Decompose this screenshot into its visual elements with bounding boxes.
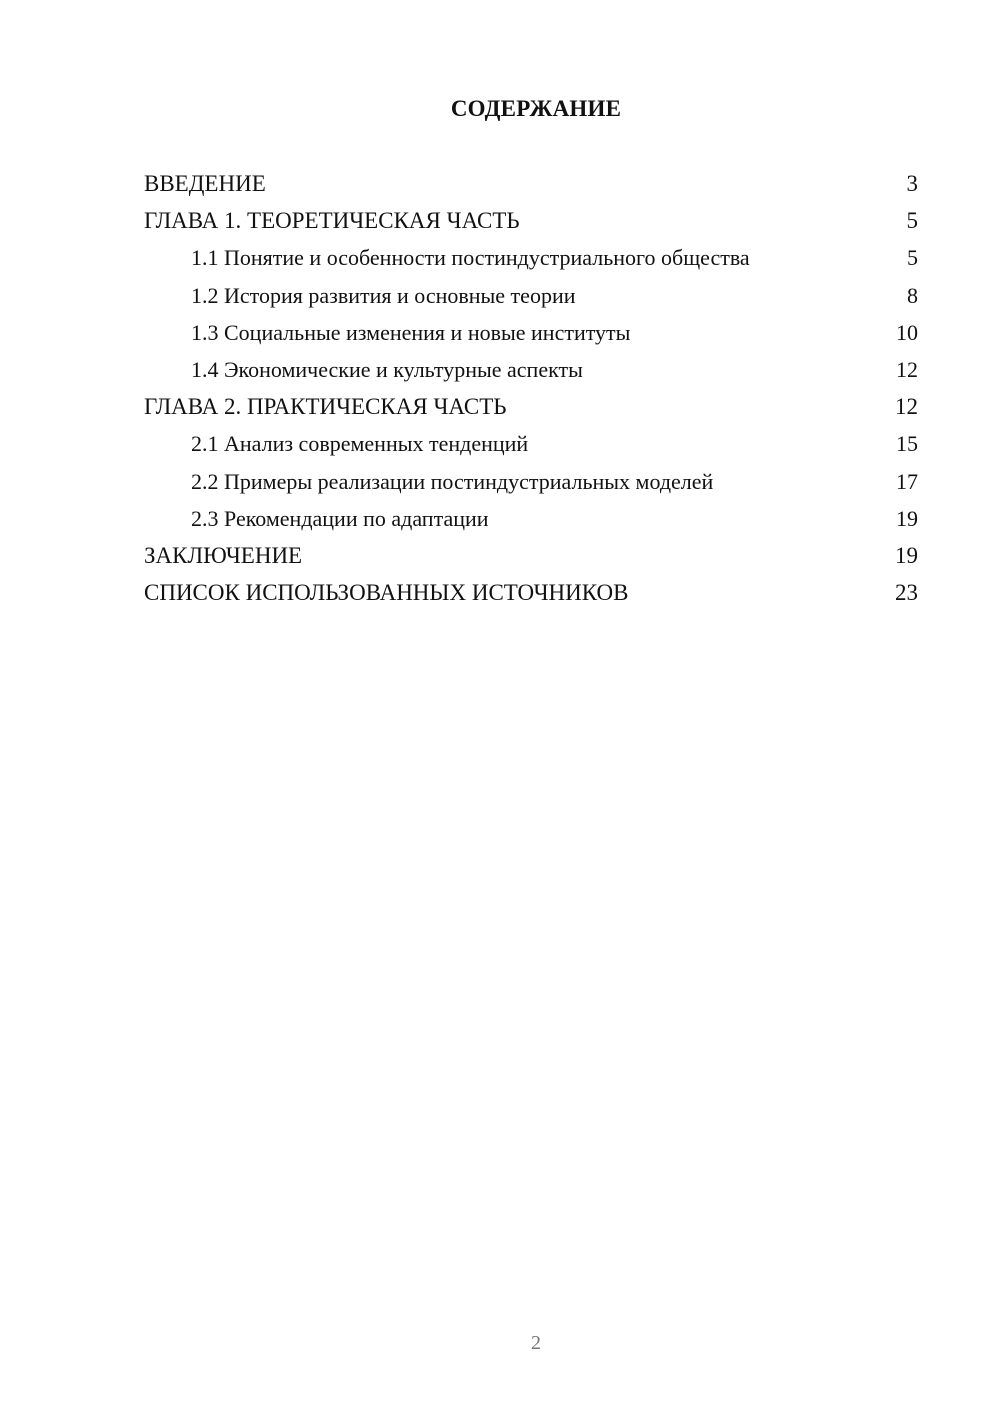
toc-entry-label: 1.2 История развития и основные теории — [191, 282, 576, 308]
toc-entry-section-1-2 — [144, 280, 918, 317]
toc-entry-label: ЗАКЛЮЧЕНИЕ — [144, 542, 303, 568]
toc-entry-page: 3 — [906, 171, 918, 196]
toc-entry-label: 1.3 Социальные изменения и новые институты — [191, 319, 631, 345]
toc-entry-page: 19 — [896, 505, 918, 531]
toc-entry-conclusion — [144, 540, 918, 577]
toc-entry-references — [144, 577, 918, 614]
toc-entry-section-2-1 — [144, 428, 918, 465]
toc-entry-label: 2.3 Рекомендации по адаптации — [191, 505, 489, 531]
toc-entry-page: 5 — [906, 208, 918, 234]
toc-entry-page: 15 — [896, 431, 918, 457]
toc-entry-page: 19 — [895, 542, 918, 568]
toc-entry-section-1-4 — [144, 354, 918, 391]
toc-entry-chapter-2 — [144, 391, 918, 428]
toc-entry-page: 23 — [895, 580, 918, 606]
toc-entry-label: СПИСОК ИСПОЛЬЗОВАННЫХ ИСТОЧНИКОВ — [144, 580, 629, 606]
toc-entry-label: 2.2 Примеры реализации постиндустриальных моделей — [191, 468, 714, 494]
toc-entry-page: 8 — [907, 282, 918, 308]
toc-entry-introduction — [144, 168, 918, 205]
table-of-contents — [144, 168, 918, 614]
toc-entry-chapter-1 — [144, 205, 918, 242]
toc-entry-label: ВВЕДЕНИЕ — [144, 171, 266, 196]
page-number: 2 — [531, 1332, 541, 1354]
toc-entry-section-1-1 — [144, 242, 918, 279]
toc-entry-label: ГЛАВА 1. ТЕОРЕТИЧЕСКАЯ ЧАСТЬ — [144, 208, 520, 234]
toc-entry-page: 12 — [895, 394, 918, 420]
toc-entry-page: 10 — [896, 319, 918, 345]
toc-entry-label: 1.1 Понятие и особенности постиндустриального общества — [191, 245, 750, 271]
toc-entry-label: 1.4 Экономические и культурные аспекты — [191, 356, 583, 382]
toc-entry-page: 5 — [907, 245, 918, 271]
toc-entry-section-2-2 — [144, 466, 918, 503]
toc-entry-page: 12 — [896, 356, 918, 382]
toc-entry-label: 2.1 Анализ современных тенденций — [191, 431, 529, 457]
toc-entry-section-2-3 — [144, 503, 918, 540]
toc-entry-section-1-3 — [144, 317, 918, 354]
toc-entry-label: ГЛАВА 2. ПРАКТИЧЕСКАЯ ЧАСТЬ — [144, 394, 507, 420]
toc-entry-page: 17 — [896, 468, 918, 494]
page-title: СОДЕРЖАНИЕ — [450, 96, 622, 121]
